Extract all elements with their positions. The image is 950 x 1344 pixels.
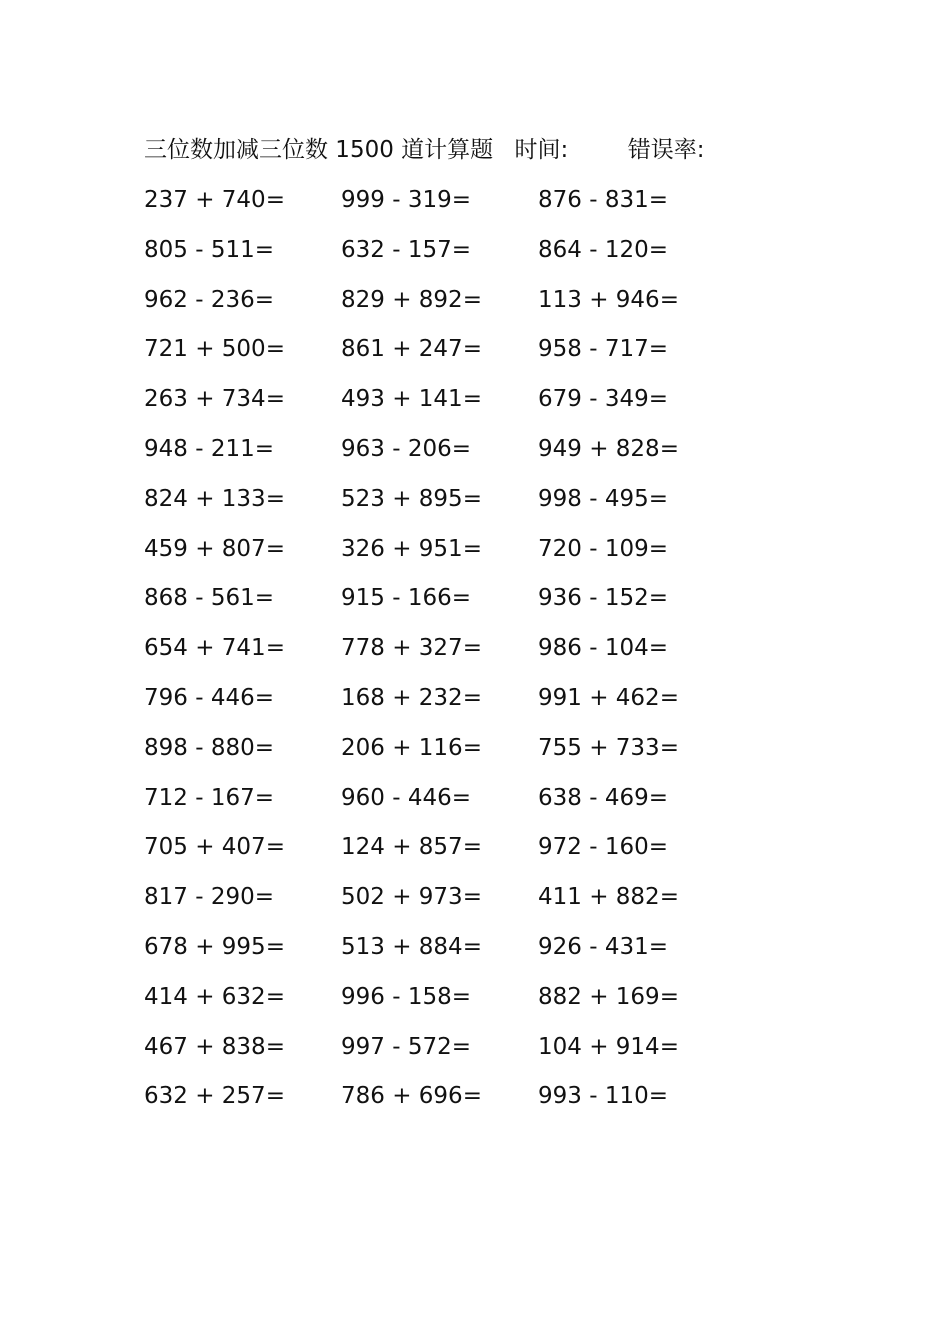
arithmetic-problem: 876 - 831= — [538, 187, 668, 213]
problem-row — [144, 927, 735, 977]
arithmetic-problem: 414 + 632= — [144, 983, 285, 1010]
arithmetic-problem: 962 - 236= — [144, 286, 274, 313]
arithmetic-problem: 949 + 828= — [538, 435, 679, 462]
problem-row — [144, 578, 735, 628]
problem-row — [144, 778, 735, 828]
arithmetic-problem: 705 + 407= — [144, 834, 285, 861]
problem-row — [144, 1076, 735, 1126]
arithmetic-problem: 960 - 446= — [341, 784, 471, 811]
arithmetic-problem: 829 + 892= — [341, 286, 482, 313]
problem-row — [144, 827, 735, 877]
worksheet-header — [144, 132, 705, 168]
arithmetic-problem: 721 + 500= — [144, 336, 285, 363]
arithmetic-problem: 654 + 741= — [144, 635, 285, 662]
problem-row — [144, 479, 735, 529]
arithmetic-problem: 168 + 232= — [341, 684, 482, 711]
arithmetic-problem: 755 + 733= — [538, 734, 679, 761]
arithmetic-problem: 493 + 141= — [341, 386, 482, 413]
arithmetic-problem: 972 - 160= — [538, 834, 668, 861]
arithmetic-problem: 786 + 696= — [341, 1083, 482, 1110]
arithmetic-problem: 638 - 469= — [538, 784, 668, 811]
arithmetic-problem: 958 - 717= — [538, 336, 668, 363]
problem-row — [144, 877, 735, 927]
arithmetic-problem: 712 - 167= — [144, 784, 274, 811]
arithmetic-problem: 206 + 116= — [341, 734, 482, 761]
problem-row — [144, 180, 735, 230]
arithmetic-problem: 963 - 206= — [341, 435, 471, 462]
arithmetic-problem: 104 + 914= — [538, 1033, 679, 1060]
arithmetic-problem: 124 + 857= — [341, 834, 482, 861]
arithmetic-problem: 864 - 120= — [538, 236, 668, 263]
arithmetic-problem: 824 + 133= — [144, 485, 285, 512]
arithmetic-problem: 868 - 561= — [144, 585, 274, 612]
problem-row — [144, 379, 735, 429]
arithmetic-problem: 467 + 838= — [144, 1033, 285, 1060]
arithmetic-problem: 898 - 880= — [144, 734, 274, 761]
problem-row — [144, 329, 735, 379]
arithmetic-problem: 997 - 572= — [341, 1033, 471, 1060]
problem-row — [144, 429, 735, 479]
problem-grid — [144, 180, 735, 1126]
arithmetic-problem: 998 - 495= — [538, 485, 668, 512]
arithmetic-problem: 817 - 290= — [144, 884, 274, 911]
arithmetic-problem: 326 + 951= — [341, 535, 482, 562]
arithmetic-problem: 936 - 152= — [538, 585, 668, 612]
arithmetic-problem: 948 - 211= — [144, 435, 274, 462]
time-label: 时间: — [514, 137, 569, 163]
error-rate-label: 错误率: — [627, 137, 705, 163]
arithmetic-problem: 999 - 319= — [341, 187, 471, 213]
arithmetic-problem: 778 + 327= — [341, 635, 482, 662]
problem-row — [144, 728, 735, 778]
arithmetic-problem: 632 - 157= — [341, 236, 471, 263]
arithmetic-problem: 926 - 431= — [538, 933, 668, 960]
arithmetic-problem: 796 - 446= — [144, 684, 274, 711]
problem-row — [144, 1027, 735, 1077]
arithmetic-problem: 237 + 740= — [144, 187, 285, 213]
problem-row — [144, 230, 735, 280]
arithmetic-problem: 679 - 349= — [538, 386, 668, 413]
arithmetic-problem: 513 + 884= — [341, 933, 482, 960]
problem-row — [144, 628, 735, 678]
arithmetic-problem: 805 - 511= — [144, 236, 274, 263]
arithmetic-problem: 523 + 895= — [341, 485, 482, 512]
problem-row — [144, 977, 735, 1027]
arithmetic-problem: 263 + 734= — [144, 386, 285, 413]
arithmetic-problem: 996 - 158= — [341, 983, 471, 1010]
arithmetic-problem: 632 + 257= — [144, 1083, 285, 1110]
arithmetic-problem: 993 - 110= — [538, 1083, 668, 1110]
arithmetic-problem: 861 + 247= — [341, 336, 482, 363]
arithmetic-problem: 411 + 882= — [538, 884, 679, 911]
arithmetic-problem: 459 + 807= — [144, 535, 285, 562]
arithmetic-problem: 502 + 973= — [341, 884, 482, 911]
worksheet-title: 三位数加减三位数 1500 道计算题 — [144, 137, 494, 163]
arithmetic-problem: 915 - 166= — [341, 585, 471, 612]
problem-row — [144, 280, 735, 330]
arithmetic-problem: 720 - 109= — [538, 535, 668, 562]
arithmetic-problem: 991 + 462= — [538, 684, 679, 711]
problem-row — [144, 529, 735, 579]
arithmetic-problem: 882 + 169= — [538, 983, 679, 1010]
arithmetic-problem: 986 - 104= — [538, 635, 668, 662]
arithmetic-problem: 113 + 946= — [538, 286, 679, 313]
problem-row — [144, 678, 735, 728]
arithmetic-problem: 678 + 995= — [144, 933, 285, 960]
